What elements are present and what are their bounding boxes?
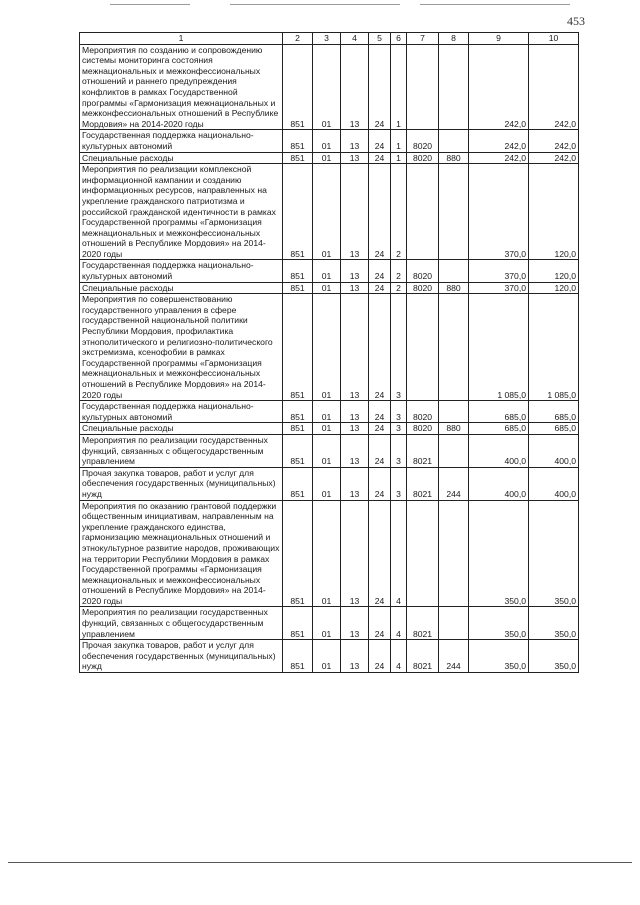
- table-row: [80, 44, 579, 130]
- cell-name: Мероприятия по реализации комплексной информационной кампании и созданию информационных ресурсов, направленных на укрепление гражданского патриотизма и российской гражданской идентичности в рамках Государственной программы «Гармонизация межнациональных и межконфессиональных отношений в Республике Мордовия» на 2014-2020 годы: [80, 164, 283, 260]
- page-number: 453: [567, 14, 585, 28]
- cell-expense-type: 244: [439, 467, 469, 500]
- column-header: 1: [80, 33, 283, 45]
- cell-name: Специальные расходы: [80, 152, 283, 164]
- cell-program: 24: [369, 152, 391, 164]
- cell-amount: 400,0: [469, 467, 529, 500]
- cell-subprogram: 1: [391, 152, 407, 164]
- cell-section: 01: [313, 500, 341, 607]
- cell-amount-2: 242,0: [529, 152, 579, 164]
- table-row: [80, 640, 579, 673]
- table-row: [80, 500, 579, 607]
- cell-section: 01: [313, 152, 341, 164]
- cell-subsection: 13: [341, 467, 369, 500]
- cell-amount-2: 120,0: [529, 260, 579, 282]
- top-rule: [420, 4, 570, 5]
- cell-subsection: 13: [341, 401, 369, 423]
- cell-amount: 370,0: [469, 260, 529, 282]
- column-header: 9: [469, 33, 529, 45]
- cell-name: Мероприятия по созданию и сопровождению системы мониторинга состояния межнациональных и межконфессиональных отношений и раннего предупреждения конфликтов в рамках Государственной программы «Гармонизация межнациональных и межконфессиональных отношений в Республике Мордовия» на 2014-2020 годы: [80, 44, 283, 130]
- bottom-rule: [8, 862, 632, 863]
- cell-subprogram: 2: [391, 164, 407, 260]
- column-header: 7: [407, 33, 439, 45]
- cell-subprogram: 3: [391, 401, 407, 423]
- cell-grbs: 851: [283, 607, 313, 640]
- cell-article: [407, 164, 439, 260]
- cell-amount-2: 120,0: [529, 164, 579, 260]
- cell-amount-2: 242,0: [529, 44, 579, 130]
- cell-grbs: 851: [283, 44, 313, 130]
- cell-subprogram: 3: [391, 467, 407, 500]
- cell-subsection: 13: [341, 500, 369, 607]
- cell-subprogram: 4: [391, 500, 407, 607]
- cell-expense-type: [439, 44, 469, 130]
- cell-name: Мероприятия по совершенствованию государственного управления в сфере государственной национальной политики Республики Мордовия, профилактика этнополитического и религиозно-политического экстремизма, ксенофобии в рамках Государственной программы «Гармонизация межнациональных и межконфессиональных отношений в Республике Мордовия» на 2014-2020 годы: [80, 294, 283, 401]
- cell-amount: 350,0: [469, 607, 529, 640]
- cell-amount: 400,0: [469, 434, 529, 467]
- table-row: [80, 260, 579, 282]
- cell-name: Мероприятия по реализации государственных функций, связанных с общегосударственным управлением: [80, 434, 283, 467]
- cell-subsection: 13: [341, 640, 369, 673]
- cell-expense-type: 880: [439, 282, 469, 294]
- cell-article: 8020: [407, 130, 439, 152]
- cell-name: Специальные расходы: [80, 282, 283, 294]
- cell-amount: 370,0: [469, 282, 529, 294]
- cell-amount-2: 242,0: [529, 130, 579, 152]
- cell-article: 8021: [407, 467, 439, 500]
- cell-program: 24: [369, 607, 391, 640]
- cell-grbs: 851: [283, 130, 313, 152]
- cell-program: 24: [369, 640, 391, 673]
- cell-program: 24: [369, 294, 391, 401]
- cell-section: 01: [313, 607, 341, 640]
- cell-name: Прочая закупка товаров, работ и услуг для обеспечения государственных (муниципальных) нужд: [80, 467, 283, 500]
- top-rule: [110, 4, 190, 5]
- cell-section: 01: [313, 467, 341, 500]
- cell-amount-2: 350,0: [529, 640, 579, 673]
- budget-table: [79, 32, 579, 673]
- table-row: [80, 401, 579, 423]
- cell-section: 01: [313, 282, 341, 294]
- cell-grbs: 851: [283, 423, 313, 435]
- cell-program: 24: [369, 44, 391, 130]
- cell-grbs: 851: [283, 152, 313, 164]
- cell-amount-2: 350,0: [529, 500, 579, 607]
- cell-amount-2: 685,0: [529, 423, 579, 435]
- cell-amount: 370,0: [469, 164, 529, 260]
- cell-article: [407, 294, 439, 401]
- cell-amount: 242,0: [469, 130, 529, 152]
- cell-grbs: 851: [283, 282, 313, 294]
- cell-program: 24: [369, 434, 391, 467]
- cell-grbs: 851: [283, 467, 313, 500]
- column-number-row: [80, 33, 579, 45]
- table-row: [80, 607, 579, 640]
- cell-amount-2: 1 085,0: [529, 294, 579, 401]
- cell-subsection: 13: [341, 130, 369, 152]
- cell-article: 8020: [407, 152, 439, 164]
- cell-amount-2: 400,0: [529, 467, 579, 500]
- cell-article: [407, 500, 439, 607]
- cell-amount: 685,0: [469, 401, 529, 423]
- cell-grbs: 851: [283, 640, 313, 673]
- cell-expense-type: 880: [439, 423, 469, 435]
- cell-grbs: 851: [283, 164, 313, 260]
- cell-expense-type: [439, 130, 469, 152]
- cell-article: [407, 44, 439, 130]
- column-header: 10: [529, 33, 579, 45]
- cell-name: Государственная поддержка национально-культурных автономий: [80, 260, 283, 282]
- cell-article: 8021: [407, 607, 439, 640]
- cell-name: Мероприятия по оказанию грантовой поддержки общественным инициативам, направленным на укрепление гражданского единства, гармонизацию межнациональных отношений и этнокультурное развитие народов, проживающих на территории Республики Мордовия в рамках Государственной программы «Гармонизация межнациональных и межконфессиональных отношений в Республике Мордовия» на 2014-2020 годы: [80, 500, 283, 607]
- cell-program: 24: [369, 401, 391, 423]
- cell-expense-type: 880: [439, 152, 469, 164]
- cell-subsection: 13: [341, 164, 369, 260]
- cell-grbs: 851: [283, 434, 313, 467]
- cell-grbs: 851: [283, 260, 313, 282]
- cell-subsection: 13: [341, 282, 369, 294]
- table-row: [80, 423, 579, 435]
- cell-subprogram: 3: [391, 294, 407, 401]
- cell-section: 01: [313, 260, 341, 282]
- cell-subsection: 13: [341, 44, 369, 130]
- cell-subsection: 13: [341, 434, 369, 467]
- column-header: 8: [439, 33, 469, 45]
- cell-amount: 350,0: [469, 500, 529, 607]
- cell-grbs: 851: [283, 294, 313, 401]
- cell-expense-type: [439, 500, 469, 607]
- cell-name: Государственная поддержка национально-культурных автономий: [80, 401, 283, 423]
- cell-program: 24: [369, 467, 391, 500]
- cell-name: Государственная поддержка национально-культурных автономий: [80, 130, 283, 152]
- column-header: 5: [369, 33, 391, 45]
- cell-subsection: 13: [341, 423, 369, 435]
- cell-grbs: 851: [283, 500, 313, 607]
- cell-subprogram: 2: [391, 282, 407, 294]
- cell-expense-type: [439, 434, 469, 467]
- cell-name: Мероприятия по реализации государственных функций, связанных с общегосударственным управлением: [80, 607, 283, 640]
- cell-subprogram: 1: [391, 130, 407, 152]
- cell-amount-2: 120,0: [529, 282, 579, 294]
- cell-section: 01: [313, 164, 341, 260]
- cell-program: 24: [369, 130, 391, 152]
- cell-subprogram: 4: [391, 607, 407, 640]
- table-row: [80, 164, 579, 260]
- cell-amount-2: 400,0: [529, 434, 579, 467]
- cell-expense-type: [439, 401, 469, 423]
- cell-section: 01: [313, 640, 341, 673]
- cell-subsection: 13: [341, 152, 369, 164]
- cell-program: 24: [369, 164, 391, 260]
- cell-article: 8020: [407, 423, 439, 435]
- cell-section: 01: [313, 294, 341, 401]
- cell-expense-type: 244: [439, 640, 469, 673]
- cell-subprogram: 2: [391, 260, 407, 282]
- cell-article: 8020: [407, 260, 439, 282]
- cell-name: Специальные расходы: [80, 423, 283, 435]
- cell-amount: 350,0: [469, 640, 529, 673]
- cell-subsection: 13: [341, 260, 369, 282]
- cell-subsection: 13: [341, 607, 369, 640]
- cell-expense-type: [439, 607, 469, 640]
- cell-section: 01: [313, 434, 341, 467]
- table-row: [80, 434, 579, 467]
- cell-article: 8020: [407, 401, 439, 423]
- cell-program: 24: [369, 282, 391, 294]
- cell-amount: 242,0: [469, 152, 529, 164]
- cell-expense-type: [439, 164, 469, 260]
- column-header: 2: [283, 33, 313, 45]
- cell-name: Прочая закупка товаров, работ и услуг для обеспечения государственных (муниципальных) нужд: [80, 640, 283, 673]
- cell-article: 8021: [407, 434, 439, 467]
- cell-section: 01: [313, 44, 341, 130]
- cell-article: 8021: [407, 640, 439, 673]
- cell-subprogram: 3: [391, 423, 407, 435]
- table-row: [80, 467, 579, 500]
- cell-subprogram: 1: [391, 44, 407, 130]
- cell-section: 01: [313, 130, 341, 152]
- cell-article: 8020: [407, 282, 439, 294]
- column-header: 6: [391, 33, 407, 45]
- column-header: 3: [313, 33, 341, 45]
- cell-subprogram: 4: [391, 640, 407, 673]
- cell-section: 01: [313, 401, 341, 423]
- cell-expense-type: [439, 260, 469, 282]
- table-row: [80, 130, 579, 152]
- table-row: [80, 294, 579, 401]
- cell-subsection: 13: [341, 294, 369, 401]
- cell-program: 24: [369, 260, 391, 282]
- cell-grbs: 851: [283, 401, 313, 423]
- cell-expense-type: [439, 294, 469, 401]
- cell-amount: 1 085,0: [469, 294, 529, 401]
- cell-amount: 242,0: [469, 44, 529, 130]
- cell-amount-2: 350,0: [529, 607, 579, 640]
- top-rule: [230, 4, 400, 5]
- table-row: [80, 152, 579, 164]
- cell-program: 24: [369, 423, 391, 435]
- table-row: [80, 282, 579, 294]
- cell-amount-2: 685,0: [529, 401, 579, 423]
- cell-section: 01: [313, 423, 341, 435]
- column-header: 4: [341, 33, 369, 45]
- cell-program: 24: [369, 500, 391, 607]
- cell-subprogram: 3: [391, 434, 407, 467]
- cell-amount: 685,0: [469, 423, 529, 435]
